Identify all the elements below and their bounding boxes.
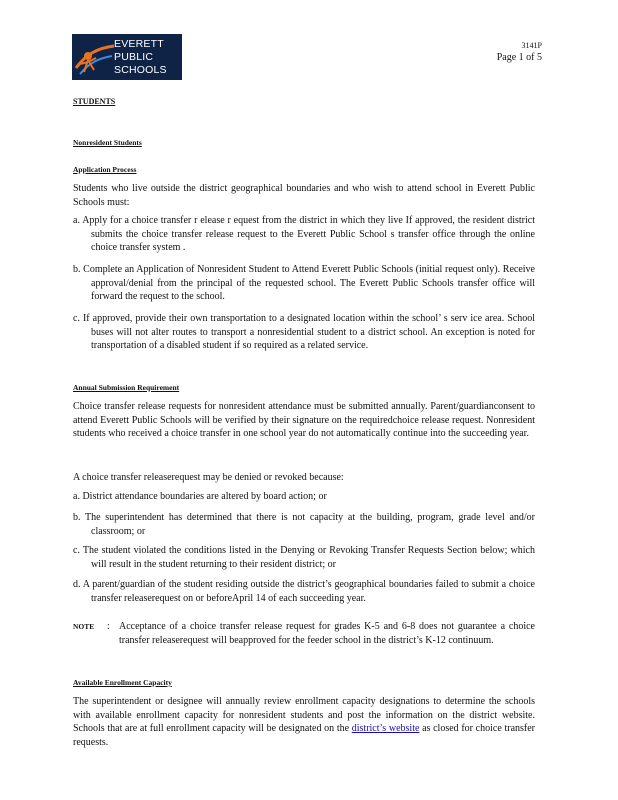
enrollment-text-after-link: as closed for choice transfer requests. [73, 723, 535, 748]
application-process-intro: Students who live outside the district geographical boundaries and who wish to attend school in Everett Public Schools must: [73, 183, 535, 208]
page-subtitle: Nonresident Students [73, 138, 142, 147]
application-step-a: a. Apply for a choice transfer r elease r equest from the district in which they live If approved, the resident district submits the choice transfer release request to the Everett Public School s transfer office through the online choice transfer system . [73, 215, 535, 253]
note-colon: : [107, 621, 110, 632]
note-label: NOTE [73, 622, 95, 631]
application-step-c: c. If approved, provide their own transportation to a designated location within the school’ s serv ice area. School buses will not alter routes to transport a nonresidential student to a district school. An exception is noted for transportation of a disabled student if so required as a related service. [73, 313, 535, 351]
enrollment-capacity-heading: Available Enrollment Capacity [73, 678, 172, 687]
enrollment-text-before-link: The superintendent or designee will annually review enrollment capacity designations to determine the schools with available enrollment capacity for nonresident students and post the information on the district website. Schools that are at full enrollment capacity will be designated on the [73, 696, 535, 734]
enrollment-capacity-paragraph [73, 695, 535, 749]
logo-swoosh-icon [72, 34, 118, 80]
denial-reason-c: c. The student violated the conditions listed in the Denying or Revoking Transfer Requests Section below; which will result in the student returning to their resident district; or [73, 545, 535, 570]
district-website-link[interactable]: district’s website [351, 723, 420, 734]
annual-submission-paragraph: Choice transfer release requests for nonresident attendance must be submitted annually. Parent/guardianconsent to attend Everett Public Schools will be verified by their signature on the requiredchoice release request. Nonresident students who received a choice transfer in one school year do not automatically continue into the succeeding year. [73, 401, 535, 439]
denial-intro: A choice transfer releaserequest may be denied or revoked because: [73, 472, 344, 483]
denial-reason-a: a. District attendance boundaries are altered by board action; or [73, 491, 327, 502]
denial-reason-d: d. A parent/guardian of the student residing outside the district’s geographical boundaries failed to submit a choice transfer releaserequest on or beforeApril 14 of each succeeding year. [73, 579, 535, 604]
logo-text-line-3: SCHOOLS [114, 64, 167, 76]
page-header-info [497, 40, 542, 64]
note-text: Acceptance of a choice transfer release request for grades K-5 and 6-8 does not guarantee a choice transfer releaserequest will beapproved for the feeder school in the district’s K-12 continuum. [119, 621, 535, 646]
page-number: Page 1 of 5 [496, 52, 542, 63]
application-process-heading: Application Process [73, 165, 137, 174]
district-logo [72, 34, 182, 80]
application-step-b: b. Complete an Application of Nonresident Student to Attend Everett Public Schools (initial request only). Receive approval/denial from the principal of the requested school. The Everett Public Schools transfer office will forward the request to the school. [73, 264, 535, 302]
denial-reason-b: b. The superintendent has determined that there is not capacity at the building, program, grade level and/or classroom; or [73, 512, 535, 537]
annual-submission-heading: Annual Submission Requirement [73, 383, 180, 392]
section-title: STUDENTS [73, 97, 116, 106]
note-block [73, 620, 535, 647]
logo-text-line-1: EVERETT [114, 38, 164, 50]
policy-code: 3141P [521, 41, 542, 50]
logo-text-line-2: PUBLIC [114, 51, 154, 63]
